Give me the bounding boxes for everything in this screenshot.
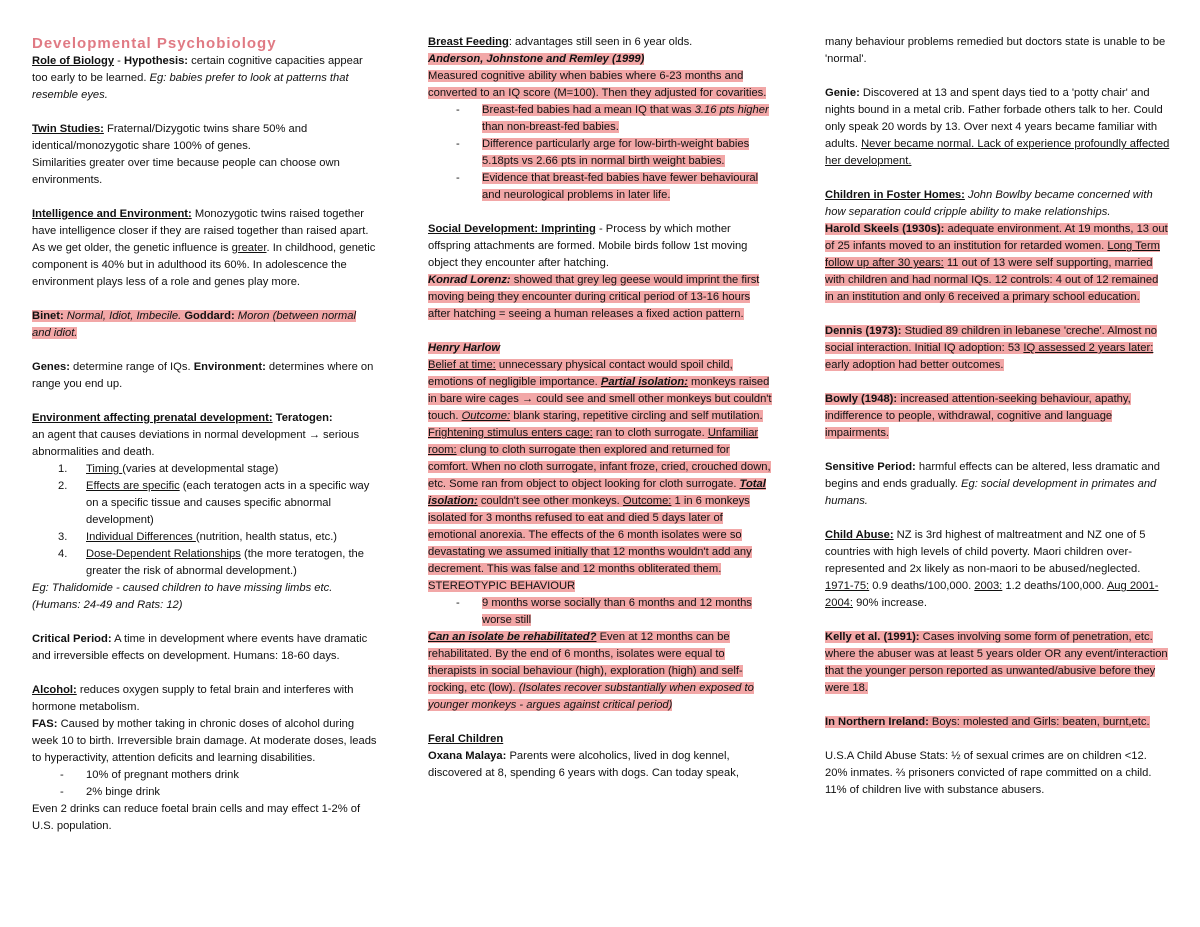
konrad-lorenz: Konrad Lorenz: showed that grey leg geese would imprint the first moving being they encounter during critical period of 13-16 hours after hatching = seeing a human releases a fixed action pattern. <box>428 274 760 320</box>
list-item: - Evidence that breast-fed babies have fewer behavioural and neurological problems in later life. <box>456 172 759 201</box>
usa-abuse-stats: U.S.A Child Abuse Stats: ½ of sexual crimes are on children <12. 20% inmates. ⅔ prisoners convicted of rape committed on a child. 11% of children live with substance abusers. <box>825 750 1152 796</box>
northern-ireland: In Northern Ireland: Boys: molested and Girls: beaten, burnt,etc. <box>825 716 1150 728</box>
role-of-biology: Role of Biology - Hypothesis: certain cognitive capacities appear too early to be learned. Eg: babies prefer to look at patterns that resemble eyes. <box>32 55 363 101</box>
two-drinks: Even 2 drinks can reduce foetal brain cells and may effect 1-2% of U.S. population. <box>32 803 361 832</box>
twin-studies-2: Similarities greater over time because people can choose own environments. <box>32 157 340 186</box>
social-development: Social Development: Imprinting - Process by which mother offspring attachments are formed. Mobile birds follow 1st moving object they encounter after hatching. <box>428 223 748 269</box>
list-item: - Difference particularly arge for low-birth-weight babies 5.18pts vs 2.66 pts in normal birth weight babies. <box>456 138 750 167</box>
prenatal-text: an agent that causes deviations in normal development → serious abnormalities and death. <box>32 429 360 458</box>
harlow-heading: Henry Harlow <box>428 342 501 354</box>
genes-environment: Genes: determine range of IQs. Environment: determines where on range you end up. <box>32 361 374 390</box>
oxana-continued: many behaviour problems remedied but doctors state is unable to be 'normal'. <box>825 36 1166 65</box>
feral-children-heading: Feral Children <box>428 733 504 745</box>
list-item: - Breast-fed babies had a mean IQ that was 3.16 pts higher than non-breast-fed babies. <box>456 104 769 133</box>
harlow-bullets <box>428 595 773 629</box>
anderson-text: Measured cognitive ability when babies where 6-23 months and converted to an IQ score (M=100). Then they adjusted for covarities. <box>428 70 767 99</box>
list-item: - 2% binge drink <box>60 786 161 798</box>
page-title: Developmental Psychobiology <box>32 35 277 52</box>
thalidomide-example: Eg: Thalidomide - caused children to have missing limbs etc. (Humans: 24-49 and Rats: 12) <box>32 582 333 611</box>
bowly: Bowly (1948): increased attention-seeking behaviour, apathy, indifference to people, withdrawal, cognitive and language impairments. <box>825 393 1131 439</box>
foster-homes: Children in Foster Homes: John Bowlby became concerned with how separation could cripple ability to make relationships. <box>825 189 1153 218</box>
child-abuse-stats: 1971-75: 0.9 deaths/100,000. 2003: 1.2 deaths/100,000. Aug 2001-2004: 90% increase. <box>825 580 1159 609</box>
fas: FAS: Caused by mother taking in chronic doses of alcohol during week 10 to birth. Irreversible brain damage. At moderate doses, leads to hyperactivity, attention deficits and learning disabilities. <box>32 718 377 764</box>
breast-feeding-bullets <box>428 102 773 204</box>
column-1 <box>32 34 377 835</box>
teratogen-list <box>32 461 377 580</box>
column-2 <box>428 34 773 782</box>
harlow-notes: Belief at time: unnecessary physical contact would spoil child, emotions of negligible importance. Partial isolation: monkeys raised in bare wire cages → could see and smell other monkeys but couldn't touch. Outcome: blank staring, repetitive circling and self mutilation. Frightening stimulus enters cage: ran to cloth surrogate. Unfamiliar room: clung to cloth surrogate then explored and returned for comfort. When no cloth surrogate, infant froze, cried, crouched down, etc. Some ran from object to object looking for cloth surrogate. Total isolation: couldn't see other monkeys. Outcome: 1 in 6 monkeys isolated for 3 months refused to eat and died 5 days later of emotional anorexia. The effects of the 6 month isolates were so devastating we assumed initially that 12 months wouldn't add any decrement. This was false and 12 months obliterated them. STEREOTYPIC BEHAVIOUR <box>428 359 772 592</box>
sensitive-period: Sensitive Period: harmful effects can be altered, less dramatic and begins and ends gradually. Eg: social development in primates and humans. <box>825 461 1160 507</box>
critical-period: Critical Period: A time in development where events have dramatic and irreversible effects on development. Humans: 18-60 days. <box>32 633 368 662</box>
kelly-et-al: Kelly et al. (1991): Cases involving some form of penetration, etc. where the abuser was at least 5 years older OR any event/interaction that the younger person reported as unwanted/abusive before they were 18. <box>825 631 1168 694</box>
list-item: - 10% of pregnant mothers drink <box>60 769 239 781</box>
child-abuse: Child Abuse: NZ is 3rd highest of maltreatment and NZ one of 5 countries with high levels of child poverty. Maori children over-represented and 2x likely as non-maori to be abused/neglected. <box>825 529 1146 575</box>
prenatal-heading: Environment affecting prenatal development: Teratogen: <box>32 412 333 424</box>
genie: Genie: Discovered at 13 and spent days tied to a 'potty chair' and nights bound in a metal crib. Father forbade others talk to her. Could only speak 20 words by 13. Over next 4 years became familiar with adults. Never became normal. Lack of experience profoundly affected her development. <box>825 87 1170 167</box>
breast-feeding: Breast Feeding: advantages still seen in 6 year olds. <box>428 36 693 48</box>
rehabilitation: Can an isolate be rehabilitated? Even at 12 months can be rehabilitated. By the end of 6 months, isolates were equal to therapists in social behaviour (high), exploration (high) and self-rocking, etc (low). (Isolates recover substantially when exposed to younger monkeys - argues against critical period) <box>428 631 754 711</box>
binet-goddard: Binet: Normal, Idiot, Imbecile. Goddard: Moron (between normal and idiot. <box>32 310 356 339</box>
anderson-study: Anderson, Johnstone and Remley (1999) <box>428 53 645 65</box>
list-item: 1. Timing (varies at developmental stage) <box>58 463 279 475</box>
harold-skeels: Harold Skeels (1930s): adequate environment. At 19 months, 13 out of 25 infants moved to an institution for retarded women. Long Term follow up after 30 years: 11 out of 13 were self supporting, married with children and had normal IQs. 12 controls: 4 out of 12 remained in an institution and only 6 received a primary school education. <box>825 223 1168 303</box>
dennis: Dennis (1973): Studied 89 children in lebanese 'creche'. Almost no social interaction. Initial IQ adoption: 53 IQ assessed 2 years later: early adoption had better outcomes. <box>825 325 1158 371</box>
intelligence-environment: Intelligence and Environment: Monozygotic twins raised together have intelligence closer if they are raised together than raised apart. As we get older, the genetic influence is greater. In childhood, genetic component is 40% but in adulthood its 60%. In adolescence the environment plays less of a role and genes play more. <box>32 208 376 288</box>
list-item: 3. Individual Differences (nutrition, health status, etc.) <box>58 531 338 543</box>
alcohol: Alcohol: reduces oxygen supply to fetal brain and interferes with hormone metabolism. <box>32 684 354 713</box>
twin-studies: Twin Studies: Fraternal/Dizygotic twins share 50% and identical/monozygotic share 100% of genes. <box>32 123 308 152</box>
list-item: - 9 months worse socially than 6 months and 12 months worse still <box>456 597 752 626</box>
alcohol-bullets <box>32 767 377 801</box>
column-3 <box>825 34 1170 799</box>
list-item: 2. Effects are specific (each teratogen acts in a specific way on a specific tissue and causes specific abnormal development) <box>58 480 370 526</box>
list-item: 4. Dose-Dependent Relationships (the more teratogen, the greater the risk of abnormal development.) <box>58 548 364 577</box>
oxana-malaya: Oxana Malaya: Parents were alcoholics, lived in dog kennel, discovered at 8, spending 6 years with dogs. Can today speak, <box>428 750 739 779</box>
